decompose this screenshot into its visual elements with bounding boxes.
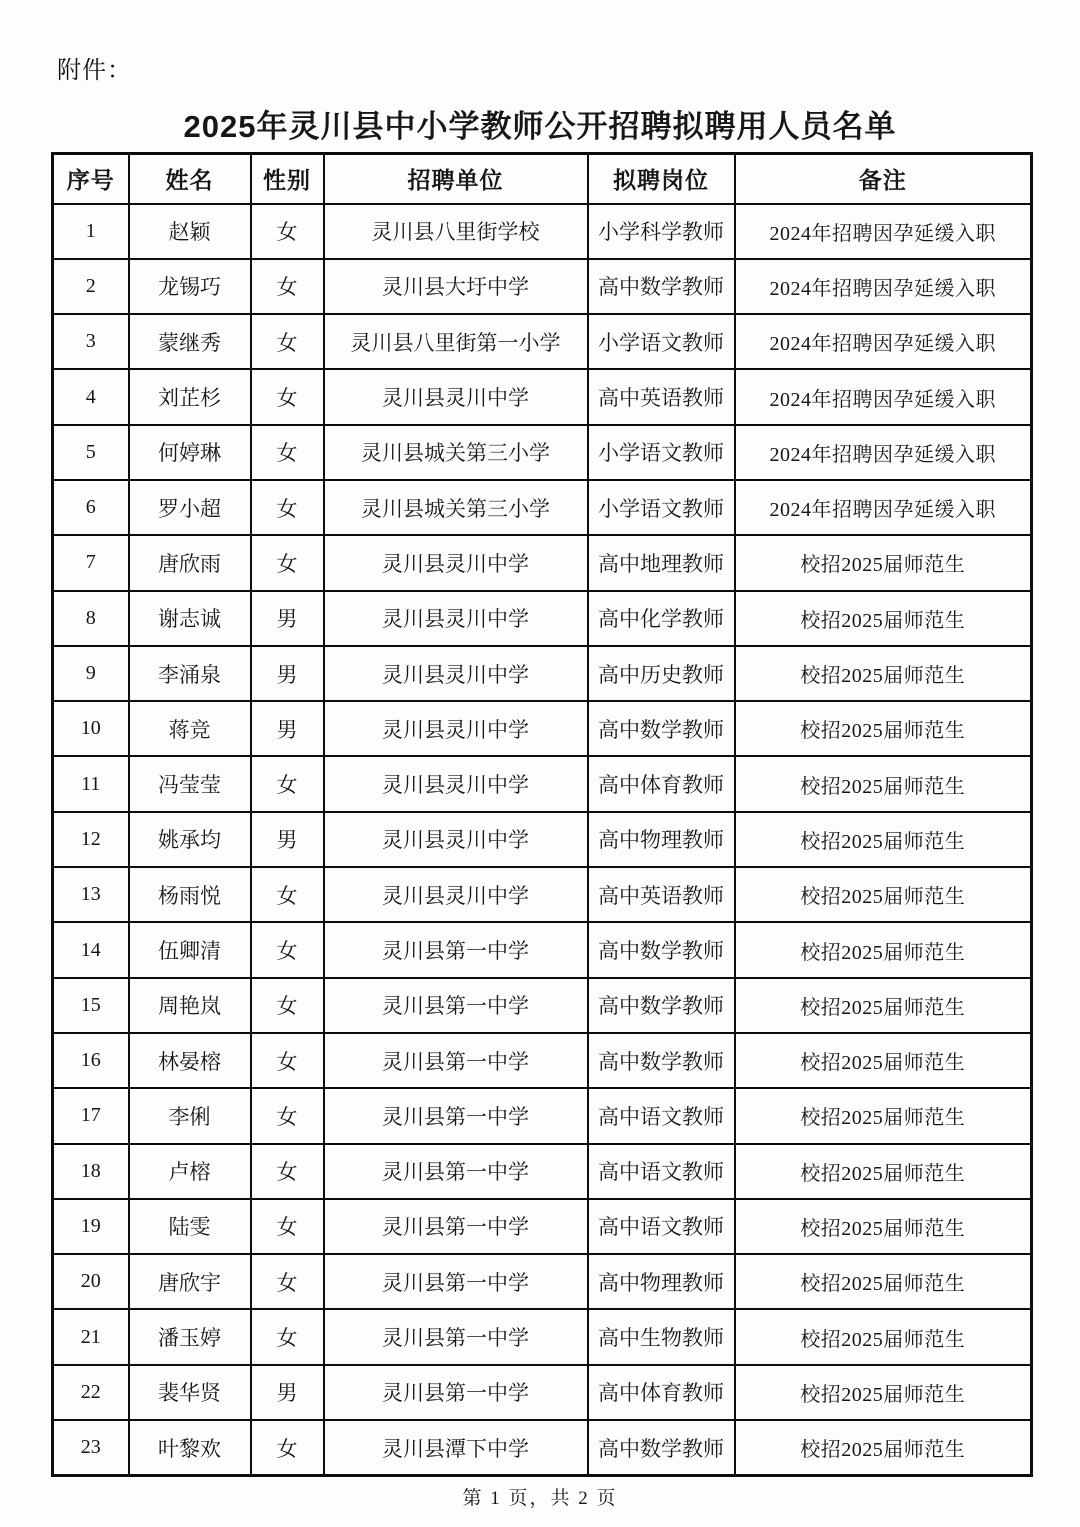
table-cell: 女 [251,756,324,811]
table-cell: 男 [251,812,324,867]
table-cell: 17 [53,1088,129,1143]
table-cell: 校招2025届师范生 [735,1199,1032,1254]
table-cell: 谢志诚 [129,591,251,646]
table-row [53,1420,1032,1475]
table-row [53,591,1032,646]
table-cell: 灵川县灵川中学 [324,701,588,756]
table-row [53,867,1032,922]
table-cell: 灵川县八里街第一小学 [324,314,588,369]
table-cell: 姚承均 [129,812,251,867]
table-cell: 校招2025届师范生 [735,922,1032,977]
table-cell: 男 [251,1365,324,1420]
table-cell: 蒋竞 [129,701,251,756]
table-row [53,1254,1032,1309]
table-cell: 9 [53,646,129,701]
table-cell: 灵川县第一中学 [324,1199,588,1254]
table-cell: 灵川县第一中学 [324,1088,588,1143]
table-cell: 2024年招聘因孕延缓入职 [735,204,1032,259]
table-cell: 陆雯 [129,1199,251,1254]
table-cell: 卢榕 [129,1144,251,1199]
table-cell: 女 [251,1144,324,1199]
table-cell: 高中英语教师 [588,369,735,424]
table-cell: 校招2025届师范生 [735,756,1032,811]
table-cell: 蒙继秀 [129,314,251,369]
table-cell: 15 [53,978,129,1033]
table-cell: 小学语文教师 [588,314,735,369]
table-row [53,535,1032,590]
table-cell: 4 [53,369,129,424]
table-cell: 赵颖 [129,204,251,259]
table-cell: 灵川县第一中学 [324,1365,588,1420]
table-cell: 灵川县第一中学 [324,978,588,1033]
table-cell: 高中英语教师 [588,867,735,922]
table-cell: 女 [251,425,324,480]
table-row [53,812,1032,867]
table-row [53,1144,1032,1199]
table-cell: 灵川县第一中学 [324,922,588,977]
table-cell: 校招2025届师范生 [735,535,1032,590]
table-cell: 校招2025届师范生 [735,1144,1032,1199]
table-row [53,701,1032,756]
table-cell: 2024年招聘因孕延缓入职 [735,314,1032,369]
table-row [53,259,1032,314]
table-cell: 校招2025届师范生 [735,812,1032,867]
table-cell: 女 [251,314,324,369]
table-cell: 女 [251,978,324,1033]
table-cell: 2024年招聘因孕延缓入职 [735,425,1032,480]
table-cell: 杨雨悦 [129,867,251,922]
table-cell: 校招2025届师范生 [735,591,1032,646]
table-cell: 灵川县第一中学 [324,1144,588,1199]
table-cell: 10 [53,701,129,756]
table-cell: 7 [53,535,129,590]
table-cell: 唐欣雨 [129,535,251,590]
table-cell: 李俐 [129,1088,251,1143]
table-cell: 3 [53,314,129,369]
table-cell: 11 [53,756,129,811]
table-row [53,1365,1032,1420]
table-cell: 何婷琳 [129,425,251,480]
table-cell: 小学科学教师 [588,204,735,259]
table-cell: 灵川县灵川中学 [324,812,588,867]
table-cell: 灵川县第一中学 [324,1309,588,1364]
table-cell: 潘玉婷 [129,1309,251,1364]
column-header: 性别 [251,154,324,204]
column-header: 拟聘岗位 [588,154,735,204]
table-cell: 男 [251,646,324,701]
table-cell: 校招2025届师范生 [735,701,1032,756]
table-cell: 2 [53,259,129,314]
table-cell: 小学语文教师 [588,480,735,535]
table-cell: 高中体育教师 [588,756,735,811]
table-row [53,1309,1032,1364]
table-cell: 23 [53,1420,129,1475]
table-cell: 高中语文教师 [588,1144,735,1199]
table-cell: 女 [251,259,324,314]
table-cell: 高中生物教师 [588,1309,735,1364]
table-cell: 高中数学教师 [588,1033,735,1088]
table-cell: 2024年招聘因孕延缓入职 [735,259,1032,314]
table-cell: 2024年招聘因孕延缓入职 [735,369,1032,424]
table-cell: 女 [251,480,324,535]
table-cell: 灵川县灵川中学 [324,535,588,590]
table-cell: 高中数学教师 [588,259,735,314]
table-cell: 女 [251,204,324,259]
column-header: 备注 [735,154,1032,204]
table-cell: 6 [53,480,129,535]
column-header: 序号 [53,154,129,204]
table-cell: 5 [53,425,129,480]
table-cell: 灵川县第一中学 [324,1033,588,1088]
table-cell: 裴华贤 [129,1365,251,1420]
table-row [53,1199,1032,1254]
table-cell: 周艳岚 [129,978,251,1033]
table-row [53,314,1032,369]
page-number: 第 1 页，共 2 页 [462,1488,618,1509]
table-cell: 校招2025届师范生 [735,1033,1032,1088]
table-cell: 高中物理教师 [588,812,735,867]
table-cell: 2024年招聘因孕延缓入职 [735,480,1032,535]
table-head [53,154,1032,204]
table-cell: 灵川县灵川中学 [324,591,588,646]
table-row [53,204,1032,259]
table-row [53,922,1032,977]
column-header: 姓名 [129,154,251,204]
table-cell: 冯莹莹 [129,756,251,811]
table-cell: 刘芷杉 [129,369,251,424]
table-cell: 女 [251,1199,324,1254]
table-cell: 灵川县灵川中学 [324,369,588,424]
table-cell: 21 [53,1309,129,1364]
table-header-row [53,154,1032,204]
table-cell: 高中化学教师 [588,591,735,646]
table-cell: 14 [53,922,129,977]
table-cell: 龙锡巧 [129,259,251,314]
table-cell: 女 [251,1254,324,1309]
table-cell: 高中数学教师 [588,922,735,977]
table-cell: 12 [53,812,129,867]
table-cell: 小学语文教师 [588,425,735,480]
table-cell: 高中物理教师 [588,1254,735,1309]
table-body [53,204,1032,1476]
table-cell: 女 [251,1309,324,1364]
table-cell: 女 [251,1033,324,1088]
table-cell: 灵川县城关第三小学 [324,425,588,480]
table-cell: 校招2025届师范生 [735,1309,1032,1364]
table-row [53,480,1032,535]
page-title: 2025年灵川县中小学教师公开招聘拟聘用人员名单 [183,109,897,144]
table-cell: 校招2025届师范生 [735,646,1032,701]
table-cell: 校招2025届师范生 [735,1254,1032,1309]
table-row [53,369,1032,424]
table-cell: 校招2025届师范生 [735,867,1032,922]
table-cell: 伍卿清 [129,922,251,977]
column-header: 招聘单位 [324,154,588,204]
table-cell: 灵川县灵川中学 [324,867,588,922]
table-cell: 高中数学教师 [588,701,735,756]
table-cell: 灵川县潭下中学 [324,1420,588,1475]
table-cell: 16 [53,1033,129,1088]
hiring-roster-table [51,152,1033,1477]
table-cell: 唐欣宇 [129,1254,251,1309]
table-cell: 女 [251,922,324,977]
table-row [53,978,1032,1033]
table-cell: 女 [251,535,324,590]
table-cell: 高中历史教师 [588,646,735,701]
table-cell: 高中语文教师 [588,1088,735,1143]
attachment-label: 附件： [57,58,132,84]
table-cell: 女 [251,1088,324,1143]
table-cell: 1 [53,204,129,259]
table-cell: 校招2025届师范生 [735,1420,1032,1475]
table-cell: 校招2025届师范生 [735,1365,1032,1420]
table-cell: 女 [251,369,324,424]
table-cell: 高中数学教师 [588,978,735,1033]
table-cell: 灵川县第一中学 [324,1254,588,1309]
table-cell: 林晏榕 [129,1033,251,1088]
table-row [53,1088,1032,1143]
table-cell: 高中体育教师 [588,1365,735,1420]
table-cell: 灵川县八里街学校 [324,204,588,259]
table-cell: 高中数学教师 [588,1420,735,1475]
table-cell: 校招2025届师范生 [735,1088,1032,1143]
table-cell: 罗小超 [129,480,251,535]
table-cell: 高中语文教师 [588,1199,735,1254]
table-cell: 灵川县大圩中学 [324,259,588,314]
table-cell: 高中地理教师 [588,535,735,590]
table-cell: 13 [53,867,129,922]
table-cell: 女 [251,867,324,922]
table-cell: 8 [53,591,129,646]
table-cell: 22 [53,1365,129,1420]
table-cell: 李涌泉 [129,646,251,701]
table-cell: 18 [53,1144,129,1199]
table-cell: 校招2025届师范生 [735,978,1032,1033]
table-cell: 20 [53,1254,129,1309]
table-cell: 灵川县城关第三小学 [324,480,588,535]
table-row [53,646,1032,701]
table-cell: 19 [53,1199,129,1254]
table-cell: 灵川县灵川中学 [324,646,588,701]
table-row [53,425,1032,480]
table-cell: 女 [251,1420,324,1475]
table-row [53,756,1032,811]
table-row [53,1033,1032,1088]
table-cell: 男 [251,701,324,756]
table-cell: 男 [251,591,324,646]
table-cell: 灵川县灵川中学 [324,756,588,811]
table-cell: 叶黎欢 [129,1420,251,1475]
